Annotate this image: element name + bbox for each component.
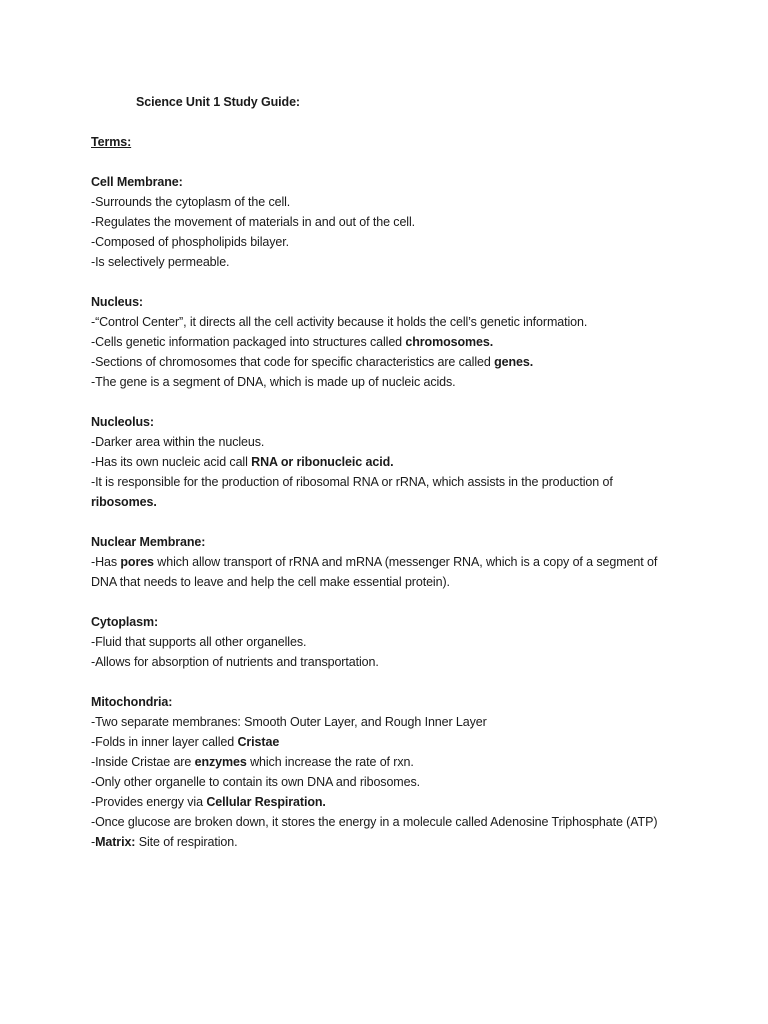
spacer [91, 272, 691, 292]
term-line: DNA that needs to leave and help the cell make essential protein). [91, 575, 450, 589]
key-term: enzymes [194, 755, 247, 769]
key-term: Cellular Respiration. [206, 795, 326, 809]
document-title: Science Unit 1 Study Guide: [136, 95, 300, 109]
term-line-text: which increase the rate of rxn. [246, 755, 414, 769]
section-heading-mitochondria: Mitochondria: [91, 695, 173, 709]
key-term: chromosomes. [405, 335, 494, 349]
term-line [91, 552, 691, 572]
section-heading-cell-membrane: Cell Membrane: [91, 175, 183, 189]
key-term: Matrix: [95, 835, 136, 849]
section-heading-nucleolus: Nucleolus: [91, 415, 154, 429]
term-line-text: - [91, 835, 96, 849]
section-heading-cytoplasm: Cytoplasm: [91, 615, 159, 629]
study-guide-content [91, 92, 691, 852]
term-line [91, 452, 691, 472]
key-term: ribosomes. [91, 495, 157, 509]
term-line [91, 752, 691, 772]
term-line-text: -Provides energy via [91, 795, 207, 809]
term-line-text: Site of respiration. [135, 835, 238, 849]
term-line-text: -Folds in inner layer called [91, 735, 238, 749]
spacer [91, 392, 691, 412]
term-line [91, 832, 691, 852]
term-line [91, 352, 691, 372]
term-line-text: -Cells genetic information packaged into structures called [91, 335, 406, 349]
term-line: -Is selectively permeable. [91, 255, 230, 269]
term-line: -It is responsible for the production of ribosomal RNA or rRNA, which assists in the production of [91, 475, 613, 489]
term-line: -Two separate membranes: Smooth Outer Layer, and Rough Inner Layer [91, 715, 487, 729]
section-heading-nucleus: Nucleus: [91, 295, 143, 309]
term-line [91, 792, 691, 812]
section-heading-nuclear-membrane: Nuclear Membrane: [91, 535, 206, 549]
term-line [91, 492, 691, 512]
term-line: -The gene is a segment of DNA, which is made up of nucleic acids. [91, 375, 456, 389]
term-line-text: -Has [91, 555, 121, 569]
term-line-text: -Sections of chromosomes that code for specific characteristics are called [91, 355, 495, 369]
key-term: genes. [494, 355, 534, 369]
term-line: -Fluid that supports all other organelles. [91, 635, 307, 649]
term-line [91, 332, 691, 352]
term-line-text: which allow transport of rRNA and mRNA (messenger RNA, which is a copy of a segment of [153, 555, 658, 569]
term-line-text: -Has its own nucleic acid call [91, 455, 252, 469]
key-term: pores [120, 555, 154, 569]
spacer [91, 592, 691, 612]
term-line [91, 732, 691, 752]
term-line: -Composed of phospholipids bilayer. [91, 235, 290, 249]
term-line: -Once glucose are broken down, it stores the energy in a molecule called Adenosine Triphosphate (ATP) [91, 815, 658, 829]
term-line: -“Control Center”, it directs all the cell activity because it holds the cell’s genetic information. [91, 315, 588, 329]
term-line: -Regulates the movement of materials in and out of the cell. [91, 215, 416, 229]
spacer [91, 672, 691, 692]
spacer [91, 152, 691, 172]
key-term: Cristae [237, 735, 280, 749]
spacer [91, 512, 691, 532]
spacer [91, 112, 691, 132]
term-line-text: -Inside Cristae are [91, 755, 195, 769]
key-term: RNA or ribonucleic acid. [251, 455, 394, 469]
term-line: -Surrounds the cytoplasm of the cell. [91, 195, 291, 209]
terms-label: Terms: [91, 135, 132, 149]
term-line: -Darker area within the nucleus. [91, 435, 265, 449]
term-line: -Only other organelle to contain its own DNA and ribosomes. [91, 775, 420, 789]
term-line: -Allows for absorption of nutrients and transportation. [91, 655, 379, 669]
